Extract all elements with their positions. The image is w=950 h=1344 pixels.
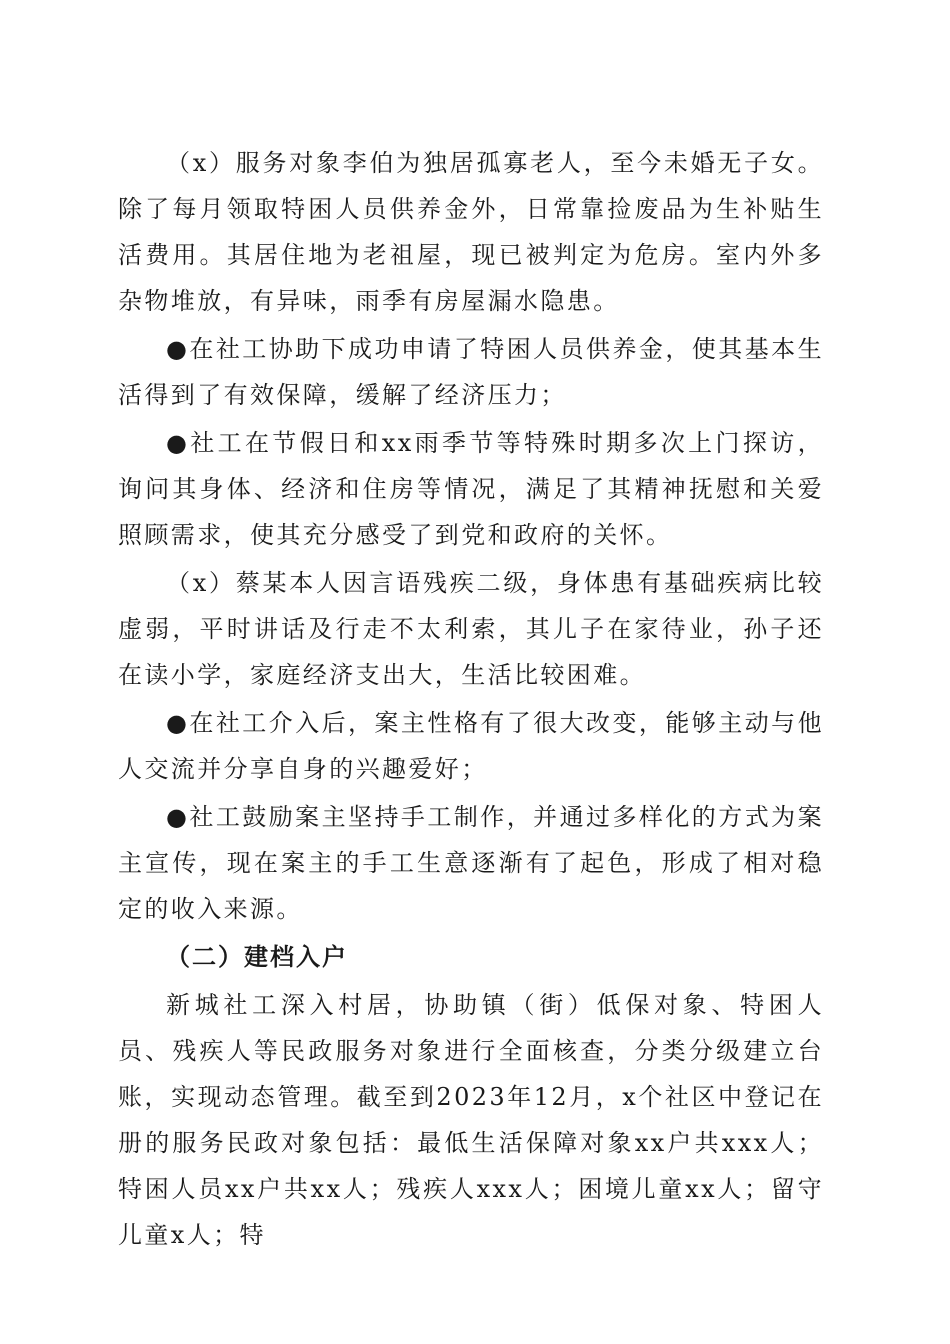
document-body — [118, 140, 824, 1260]
section-heading: （二）建档入户 — [166, 942, 348, 971]
case-paragraph-cai: （x）蔡某本人因言语残疾二级，身体患有基础疾病比较虚弱，平时讲话及行走不太利索，其儿子在家待业，孙子还在读小学，家庭经济支出大，生活比较困难。 — [118, 569, 824, 689]
bullet-holiday-visits: ●社工在节假日和xx雨季节等特殊时期多次上门探访，询问其身体、经济和住房等情况，满足了其精神抚慰和关爱照顾需求，使其充分感受了到党和政府的关怀。 — [118, 429, 824, 549]
bullet-handicraft-business: ●社工鼓励案主坚持手工制作，并通过多样化的方式为案主宣传，现在案主的手工生意逐渐有了起色，形成了相对稳定的收入来源。 — [118, 803, 824, 923]
closing-paragraph: 新城社工深入村居，协助镇（街）低保对象、特困人员、残疾人等民政服务对象进行全面核查，分类分级建立台账，实现动态管理。截至到2023年12月，x个社区中登记在册的服务民政对象包括：最低生活保障对象xx户共xxx人；特困人员xx户共xx人；残疾人xxx人；困境儿童xx人；留守儿童x人；特 — [118, 991, 824, 1249]
bullet-subsidy-application: ●在社工协助下成功申请了特困人员供养金，使其基本生活得到了有效保障，缓解了经济压力； — [118, 335, 824, 409]
case-paragraph-li-bo: （x）服务对象李伯为独居孤寡老人，至今未婚无子女。除了每月领取特困人员供养金外，日常靠捡废品为生补贴生活费用。其居住地为老祖屋，现已被判定为危房。室内外多杂物堆放，有异味，雨季有房屋漏水隐患。 — [118, 149, 824, 315]
bullet-personality-change: ●在社工介入后，案主性格有了很大改变，能够主动与他人交流并分享自身的兴趣爱好； — [118, 709, 824, 783]
